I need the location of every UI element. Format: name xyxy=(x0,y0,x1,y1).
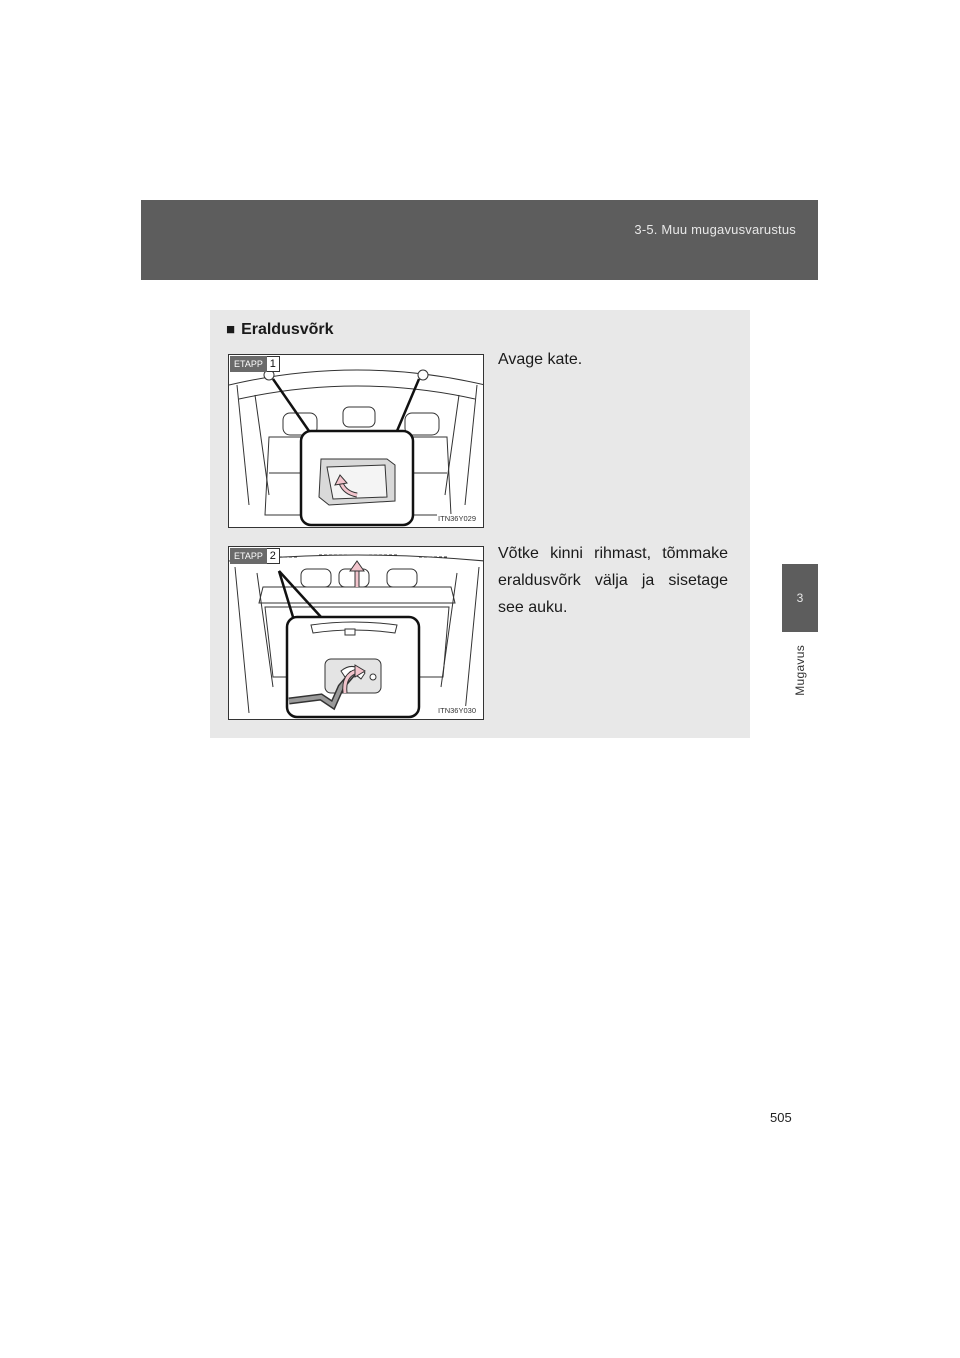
section-title-text: Eraldusvõrk xyxy=(241,321,334,338)
step-badge-number: 1 xyxy=(267,356,280,372)
step-1-badge xyxy=(230,356,280,372)
chapter-label-container xyxy=(788,636,812,704)
step-1-illustration xyxy=(228,354,484,528)
chapter-tab xyxy=(782,564,818,632)
bullet-icon: ■ xyxy=(226,321,236,338)
step-badge-label: ETAPP xyxy=(230,548,267,564)
step-badge-label: ETAPP xyxy=(230,356,267,372)
header-bar xyxy=(141,200,818,280)
step-2-badge xyxy=(230,548,280,564)
step-2-text: Võtke kinni rihmast, tõmmake eraldusvõrk välja ja sisetage see auku. xyxy=(498,545,728,616)
car-cargo-area-illustration xyxy=(229,547,484,720)
step-badge-number: 2 xyxy=(267,548,280,564)
section-title xyxy=(226,321,334,339)
step-1-text: Avage kate. xyxy=(498,351,583,368)
section-header: 3-5. Muu mugavusvarustus xyxy=(634,222,796,237)
car-interior-rear-seat-illustration xyxy=(229,355,484,528)
chapter-number: 3 xyxy=(796,591,804,605)
figure-code: ITN36Y030 xyxy=(438,706,476,715)
page-number: 505 xyxy=(770,1110,792,1125)
step-2-illustration xyxy=(228,546,484,720)
chapter-label: Mugavus xyxy=(793,644,807,696)
figure-code: ITN36Y029 xyxy=(438,514,476,523)
